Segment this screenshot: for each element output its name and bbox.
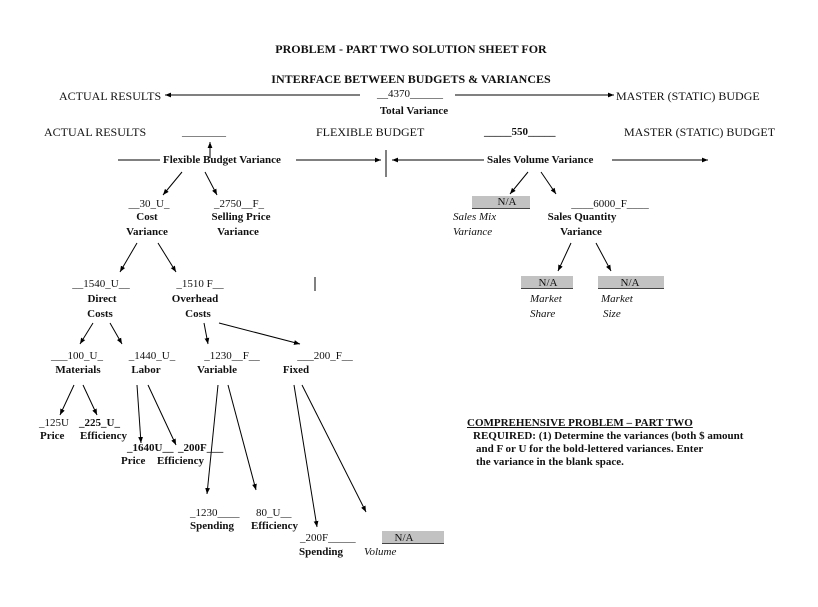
market-share-value: N/A: [538, 277, 558, 289]
var-eff-value: 80_U__: [256, 507, 292, 519]
master-budge-top: MASTER (STATIC) BUDGE: [616, 89, 760, 103]
arrow-to-lab-price: [137, 385, 141, 443]
master-budget-second: MASTER (STATIC) BUDGET: [624, 125, 776, 139]
cost-variance-line1: Cost: [136, 211, 158, 223]
market-share-line2: Share: [530, 308, 556, 320]
arrow-to-selling-price: [205, 172, 217, 195]
flexible-budget-label: FLEXIBLE BUDGET: [316, 125, 425, 139]
sales-qty-value: ____6000_F____: [571, 198, 649, 210]
title-line-2: INTERFACE BETWEEN BUDGETS & VARIANCES: [271, 72, 551, 86]
selling-price-value: _2750__F_: [213, 198, 265, 210]
arrow-to-materials: [80, 323, 93, 344]
flexible-budget-variance: Flexible Budget Variance: [163, 154, 281, 166]
arrow-to-sales-mix: [510, 172, 528, 194]
arrow-to-overhead: [158, 243, 176, 272]
fix-spending-value: _200F_____: [300, 532, 356, 544]
fixed-value: ___200_F__: [297, 350, 353, 362]
arrow-to-direct: [120, 243, 137, 272]
labor-value: _1440_U_: [128, 350, 176, 362]
lab-eff-label: Efficiency: [157, 455, 205, 467]
total-variance-value: __4370______: [377, 88, 443, 100]
materials-label: Materials: [55, 364, 101, 376]
sales-volume-variance: Sales Volume Variance: [487, 154, 594, 166]
title-line-1: PROBLEM - PART TWO SOLUTION SHEET FOR: [275, 42, 547, 56]
market-share-line1: Market: [530, 293, 562, 305]
comprehensive-line-1: REQUIRED: (1) Determine the variances (both $ amount: [473, 430, 744, 442]
overhead-costs-value: _1510 F__: [176, 278, 224, 290]
market-size-value: N/A: [620, 277, 640, 289]
mat-price-label: Price: [40, 430, 65, 442]
sales-mix-value: N/A: [497, 196, 517, 208]
actual-results-top: ACTUAL RESULTS: [59, 89, 162, 103]
actual-results-second: ACTUAL RESULTS: [44, 125, 147, 139]
mat-eff-label: Efficiency: [80, 430, 128, 442]
arrow-to-mat-price: [60, 385, 74, 415]
market-size-line1: Market: [601, 293, 633, 305]
sales-mix-line2: Variance: [453, 226, 493, 238]
var-spending-value: _1230____: [190, 507, 240, 519]
lab-price-label: Price: [121, 455, 146, 467]
fixed-label: Fixed: [282, 364, 310, 376]
fix-spending-label: Spending: [299, 546, 344, 558]
selling-price-line2: Variance: [217, 226, 259, 238]
flex-variance-blank: ________: [182, 126, 226, 138]
direct-costs-line2: Costs: [87, 308, 113, 320]
fix-volume-label: Volume: [364, 546, 397, 558]
arrow-to-fixed: [219, 323, 300, 344]
total-variance-label: Total Variance: [379, 105, 449, 117]
arrow-to-market-share: [558, 243, 571, 271]
var-eff-label: Efficiency: [251, 520, 299, 532]
arrow-to-cost: [163, 172, 182, 195]
variable-label: Variable: [197, 364, 237, 376]
overhead-costs-line1: Overhead: [171, 293, 219, 305]
sales-qty-line1: Sales Quantity: [547, 211, 617, 223]
arrow-to-mat-eff: [83, 385, 97, 415]
sales-volume-value: _____550_____: [484, 126, 556, 138]
mat-eff-value: _225_U_: [79, 417, 120, 429]
comprehensive-line-3: the variance in the blank space.: [476, 456, 624, 468]
materials-value: ___100_U_: [51, 350, 103, 362]
comprehensive-heading: COMPREHENSIVE PROBLEM – PART TWO: [467, 417, 693, 429]
mat-price-value: _125U: [39, 417, 69, 429]
direct-costs-value: __1540_U__: [72, 278, 130, 290]
arrow-to-var-spending: [207, 385, 218, 494]
sales-mix-line1: Sales Mix: [453, 211, 497, 223]
lab-price-value: _1640U__: [127, 442, 174, 454]
cost-variance-line2: Variance: [126, 226, 168, 238]
lab-eff-value: _200F___: [178, 442, 224, 454]
selling-price-line1: Selling Price: [211, 211, 271, 223]
arrow-to-labor: [110, 323, 122, 344]
arrow-to-var-eff: [228, 385, 256, 490]
direct-costs-line1: Direct: [87, 293, 117, 305]
arrow-to-fix-spending: [294, 385, 317, 527]
fix-volume-value: N/A: [394, 532, 414, 544]
comprehensive-line-2: and F or U for the bold-lettered variances. Enter: [476, 443, 704, 455]
sales-qty-line2: Variance: [560, 226, 602, 238]
arrow-to-variable: [204, 323, 208, 344]
arrow-to-market-size: [596, 243, 611, 271]
cost-variance-value: __30_U_: [128, 198, 170, 210]
market-size-line2: Size: [603, 308, 621, 320]
overhead-costs-line2: Costs: [185, 308, 211, 320]
var-spending-label: Spending: [190, 520, 235, 532]
arrow-to-sales-qty: [541, 172, 556, 194]
variable-value: _1230__F__: [204, 350, 260, 362]
arrow-to-lab-eff: [148, 385, 176, 445]
labor-label: Labor: [131, 364, 161, 376]
